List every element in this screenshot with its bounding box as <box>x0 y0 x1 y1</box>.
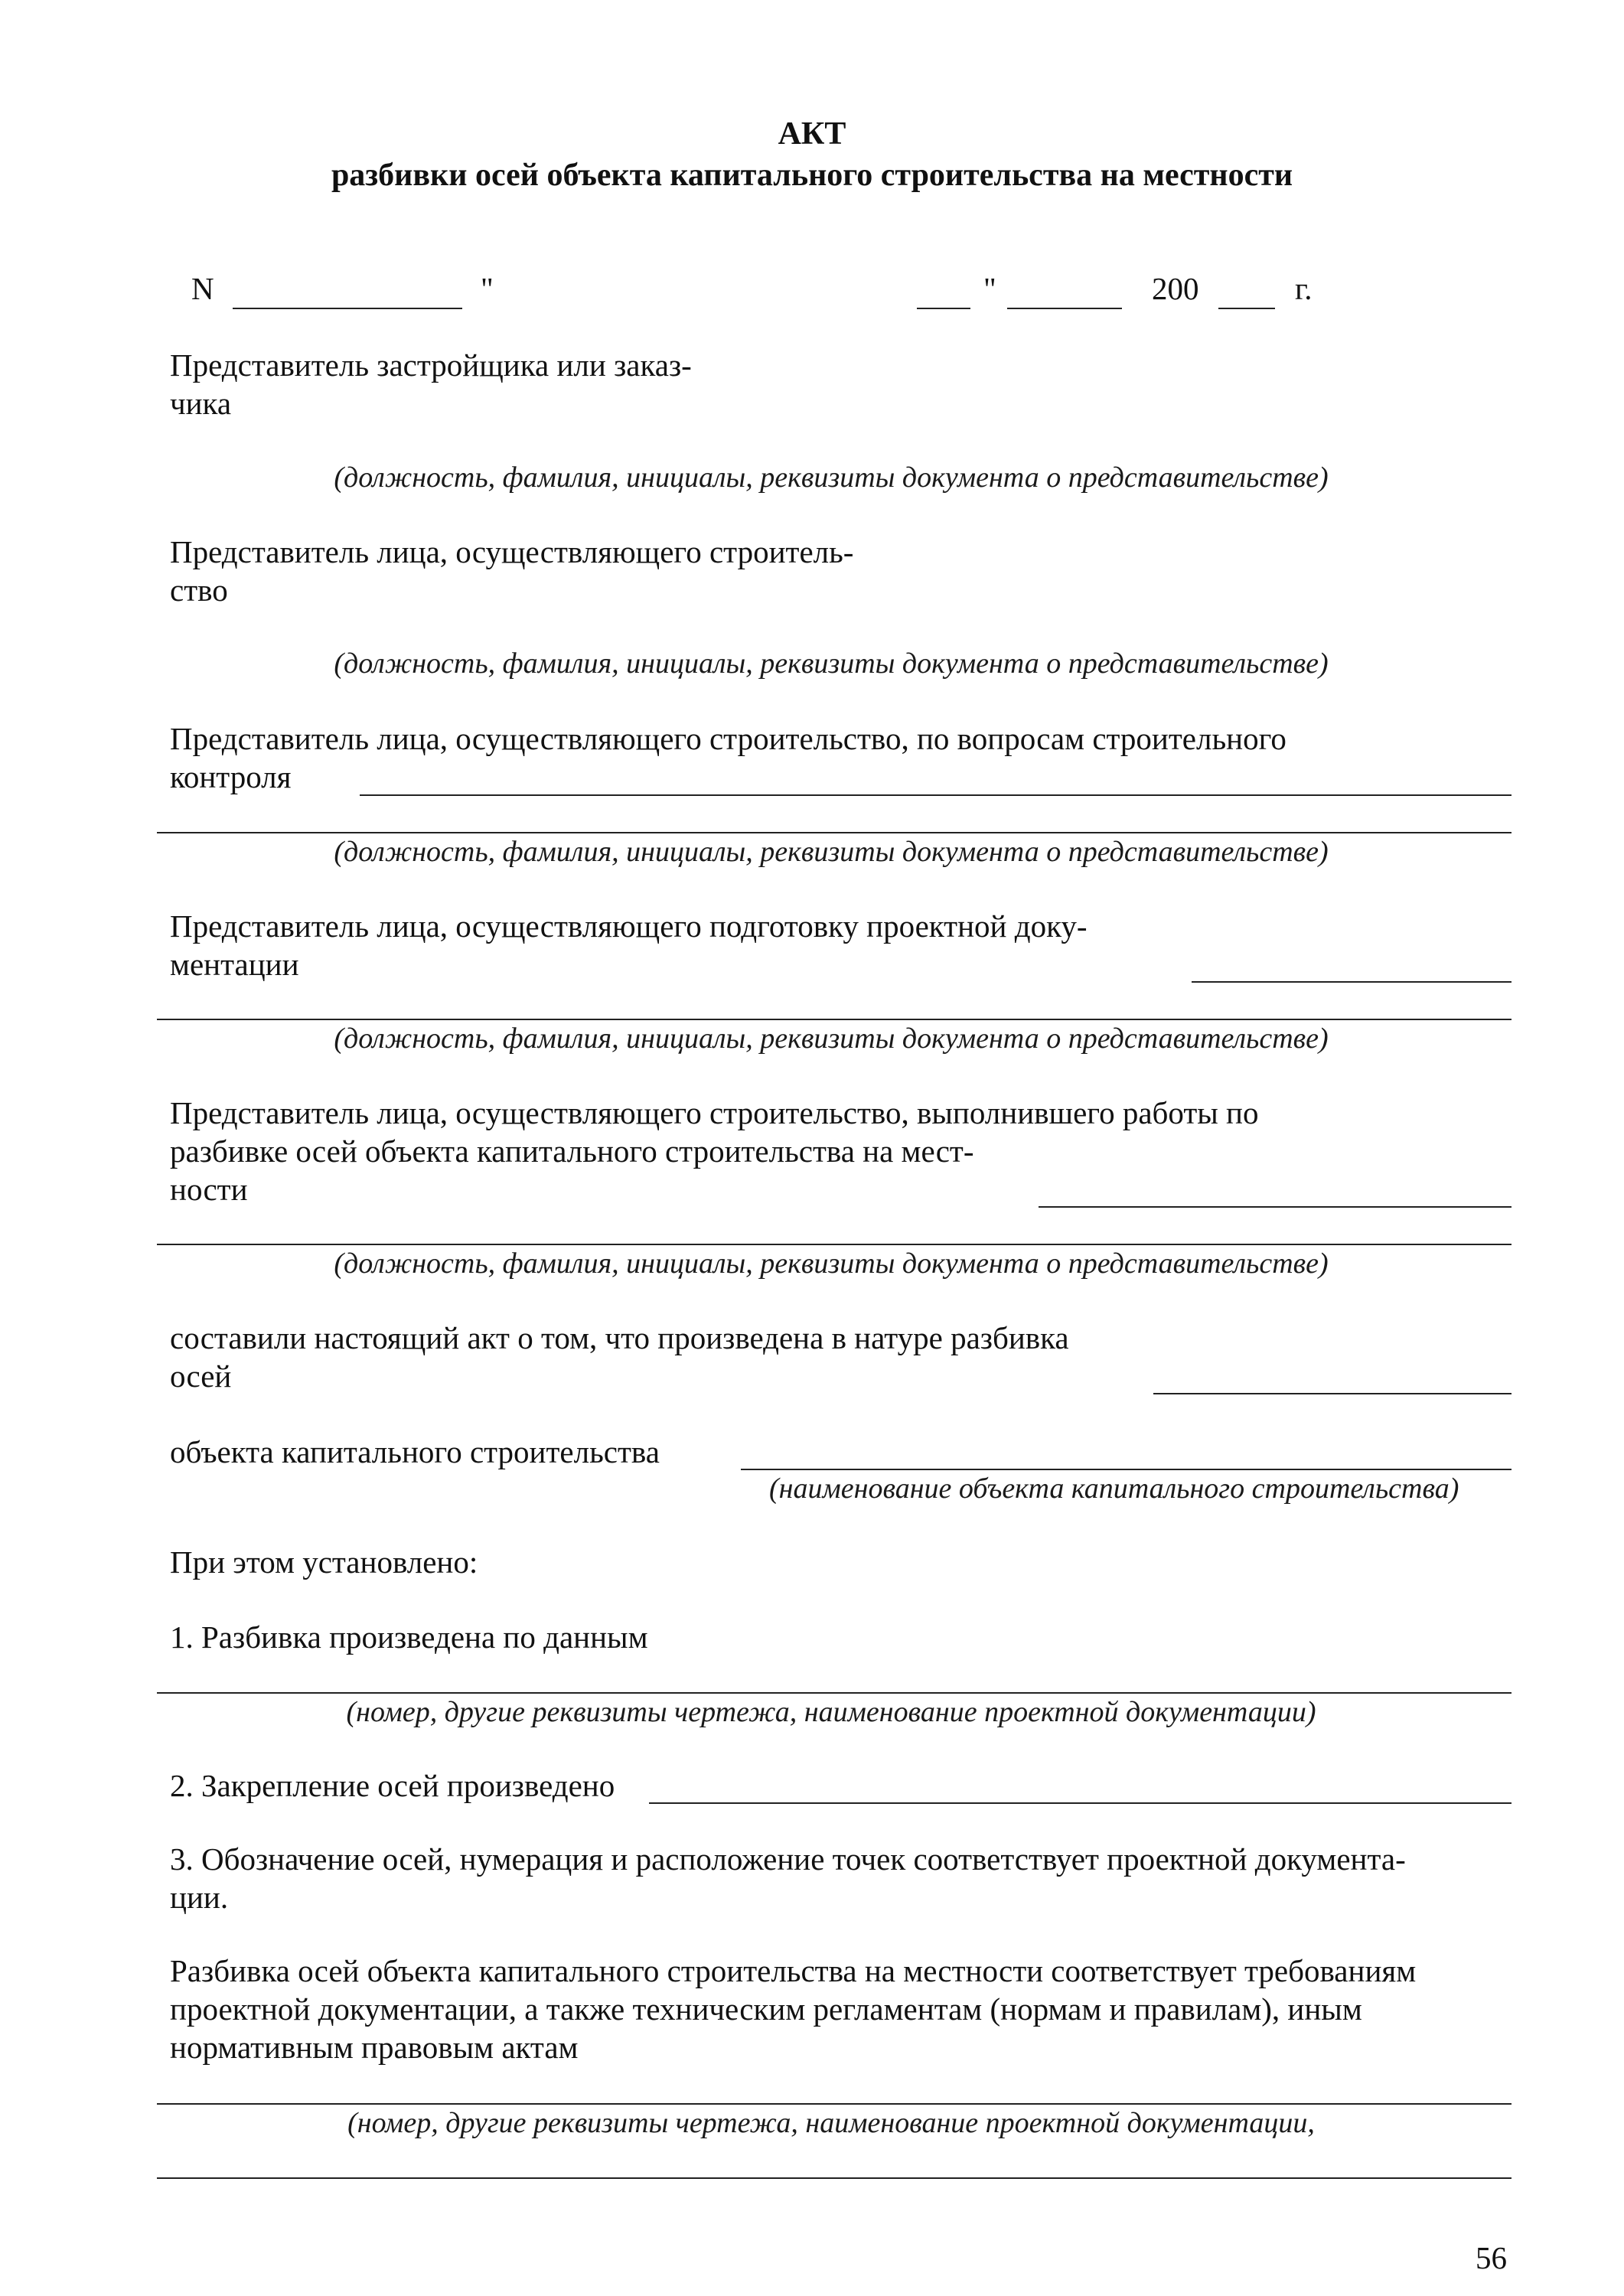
object-name-blank[interactable] <box>741 1469 1511 1470</box>
section-line: ство <box>170 572 228 608</box>
section-line: разбивке осей объекта капитального строительства на мест- <box>170 1133 974 1169</box>
section-line: Представитель лица, осуществляющего строитель- <box>170 534 854 569</box>
document-subtitle: разбивки осей объекта капитального строительства на местности <box>331 158 1293 193</box>
section-line: контроля <box>170 759 292 794</box>
control-blank[interactable] <box>360 794 1511 796</box>
quote-mark: " <box>481 271 494 306</box>
document-title: АКТ <box>778 116 846 152</box>
field-caption: (номер, другие реквизиты чертежа, наименование проектной документации, <box>347 2107 1315 2139</box>
drawing-data-blank[interactable] <box>157 1692 1511 1694</box>
axes-blank[interactable] <box>1153 1393 1511 1394</box>
design-blank[interactable] <box>1192 981 1511 983</box>
finding-item-3-cont: ции. <box>170 1880 229 1915</box>
section-line: чика <box>170 386 232 421</box>
object-caption: (наименование объекта капитального строительства) <box>769 1473 1459 1505</box>
year-blank[interactable] <box>1218 308 1275 309</box>
finding-item-2: 2. Закрепление осей произведено <box>170 1768 615 1803</box>
field-caption: (должность, фамилия, инициалы, реквизиты документа о представительстве) <box>334 647 1329 680</box>
section-line: ности <box>170 1172 248 1207</box>
field-caption: (должность, фамилия, инициалы, реквизиты документа о представительстве) <box>334 461 1329 494</box>
design-blank-2[interactable] <box>157 1019 1511 1020</box>
findings-intro: При этом установлено: <box>170 1544 478 1580</box>
conclusion-line: проектной документации, а также техническим регламентам (нормам и правилам), иным <box>170 1991 1362 2027</box>
month-blank[interactable] <box>1007 308 1122 309</box>
page-number: 56 <box>1476 2240 1507 2275</box>
day-blank[interactable] <box>917 308 970 309</box>
section-line: Представитель лица, осуществляющего строительство, выполнившего работы по <box>170 1095 1259 1130</box>
statement-line: осей <box>170 1358 232 1394</box>
fixing-blank[interactable] <box>649 1802 1511 1804</box>
section-line: Представитель лица, осуществляющего подготовку проектной доку- <box>170 908 1088 944</box>
norms-blank[interactable] <box>157 2103 1511 2105</box>
finding-item-1: 1. Разбивка произведена по данным <box>170 1619 648 1655</box>
section-line: Представитель лица, осуществляющего строительство, по вопросам строительного <box>170 721 1286 756</box>
control-blank-2[interactable] <box>157 832 1511 833</box>
number-blank[interactable] <box>233 308 462 309</box>
conclusion-line: нормативным правовым актам <box>170 2030 579 2065</box>
section-line: Представитель застройщика или заказ- <box>170 347 692 383</box>
number-label: N <box>191 271 214 306</box>
conclusion-line: Разбивка осей объекта капитального строительства на местности соответствует требованиям <box>170 1953 1417 1988</box>
statement-line: составили настоящий акт о том, что произведена в натуре разбивка <box>170 1320 1069 1355</box>
field-caption: (должность, фамилия, инициалы, реквизиты документа о представительстве) <box>334 1247 1329 1280</box>
year-prefix: 200 <box>1152 271 1199 306</box>
quote-mark: " <box>983 271 996 306</box>
section-line: ментации <box>170 947 299 982</box>
year-suffix: г. <box>1295 271 1313 306</box>
field-caption: (должность, фамилия, инициалы, реквизиты документа о представительстве) <box>334 836 1329 868</box>
field-caption: (номер, другие реквизиты чертежа, наименование проектной документации) <box>346 1696 1316 1728</box>
finding-item-3: 3. Обозначение осей, нумерация и расположение точек соответствует проектной документа- <box>170 1841 1406 1877</box>
survey-blank[interactable] <box>1039 1206 1511 1208</box>
object-label: объекта капитального строительства <box>170 1434 660 1469</box>
norms-blank-2[interactable] <box>157 2177 1511 2179</box>
survey-blank-2[interactable] <box>157 1244 1511 1245</box>
field-caption: (должность, фамилия, инициалы, реквизиты документа о представительстве) <box>334 1022 1329 1055</box>
